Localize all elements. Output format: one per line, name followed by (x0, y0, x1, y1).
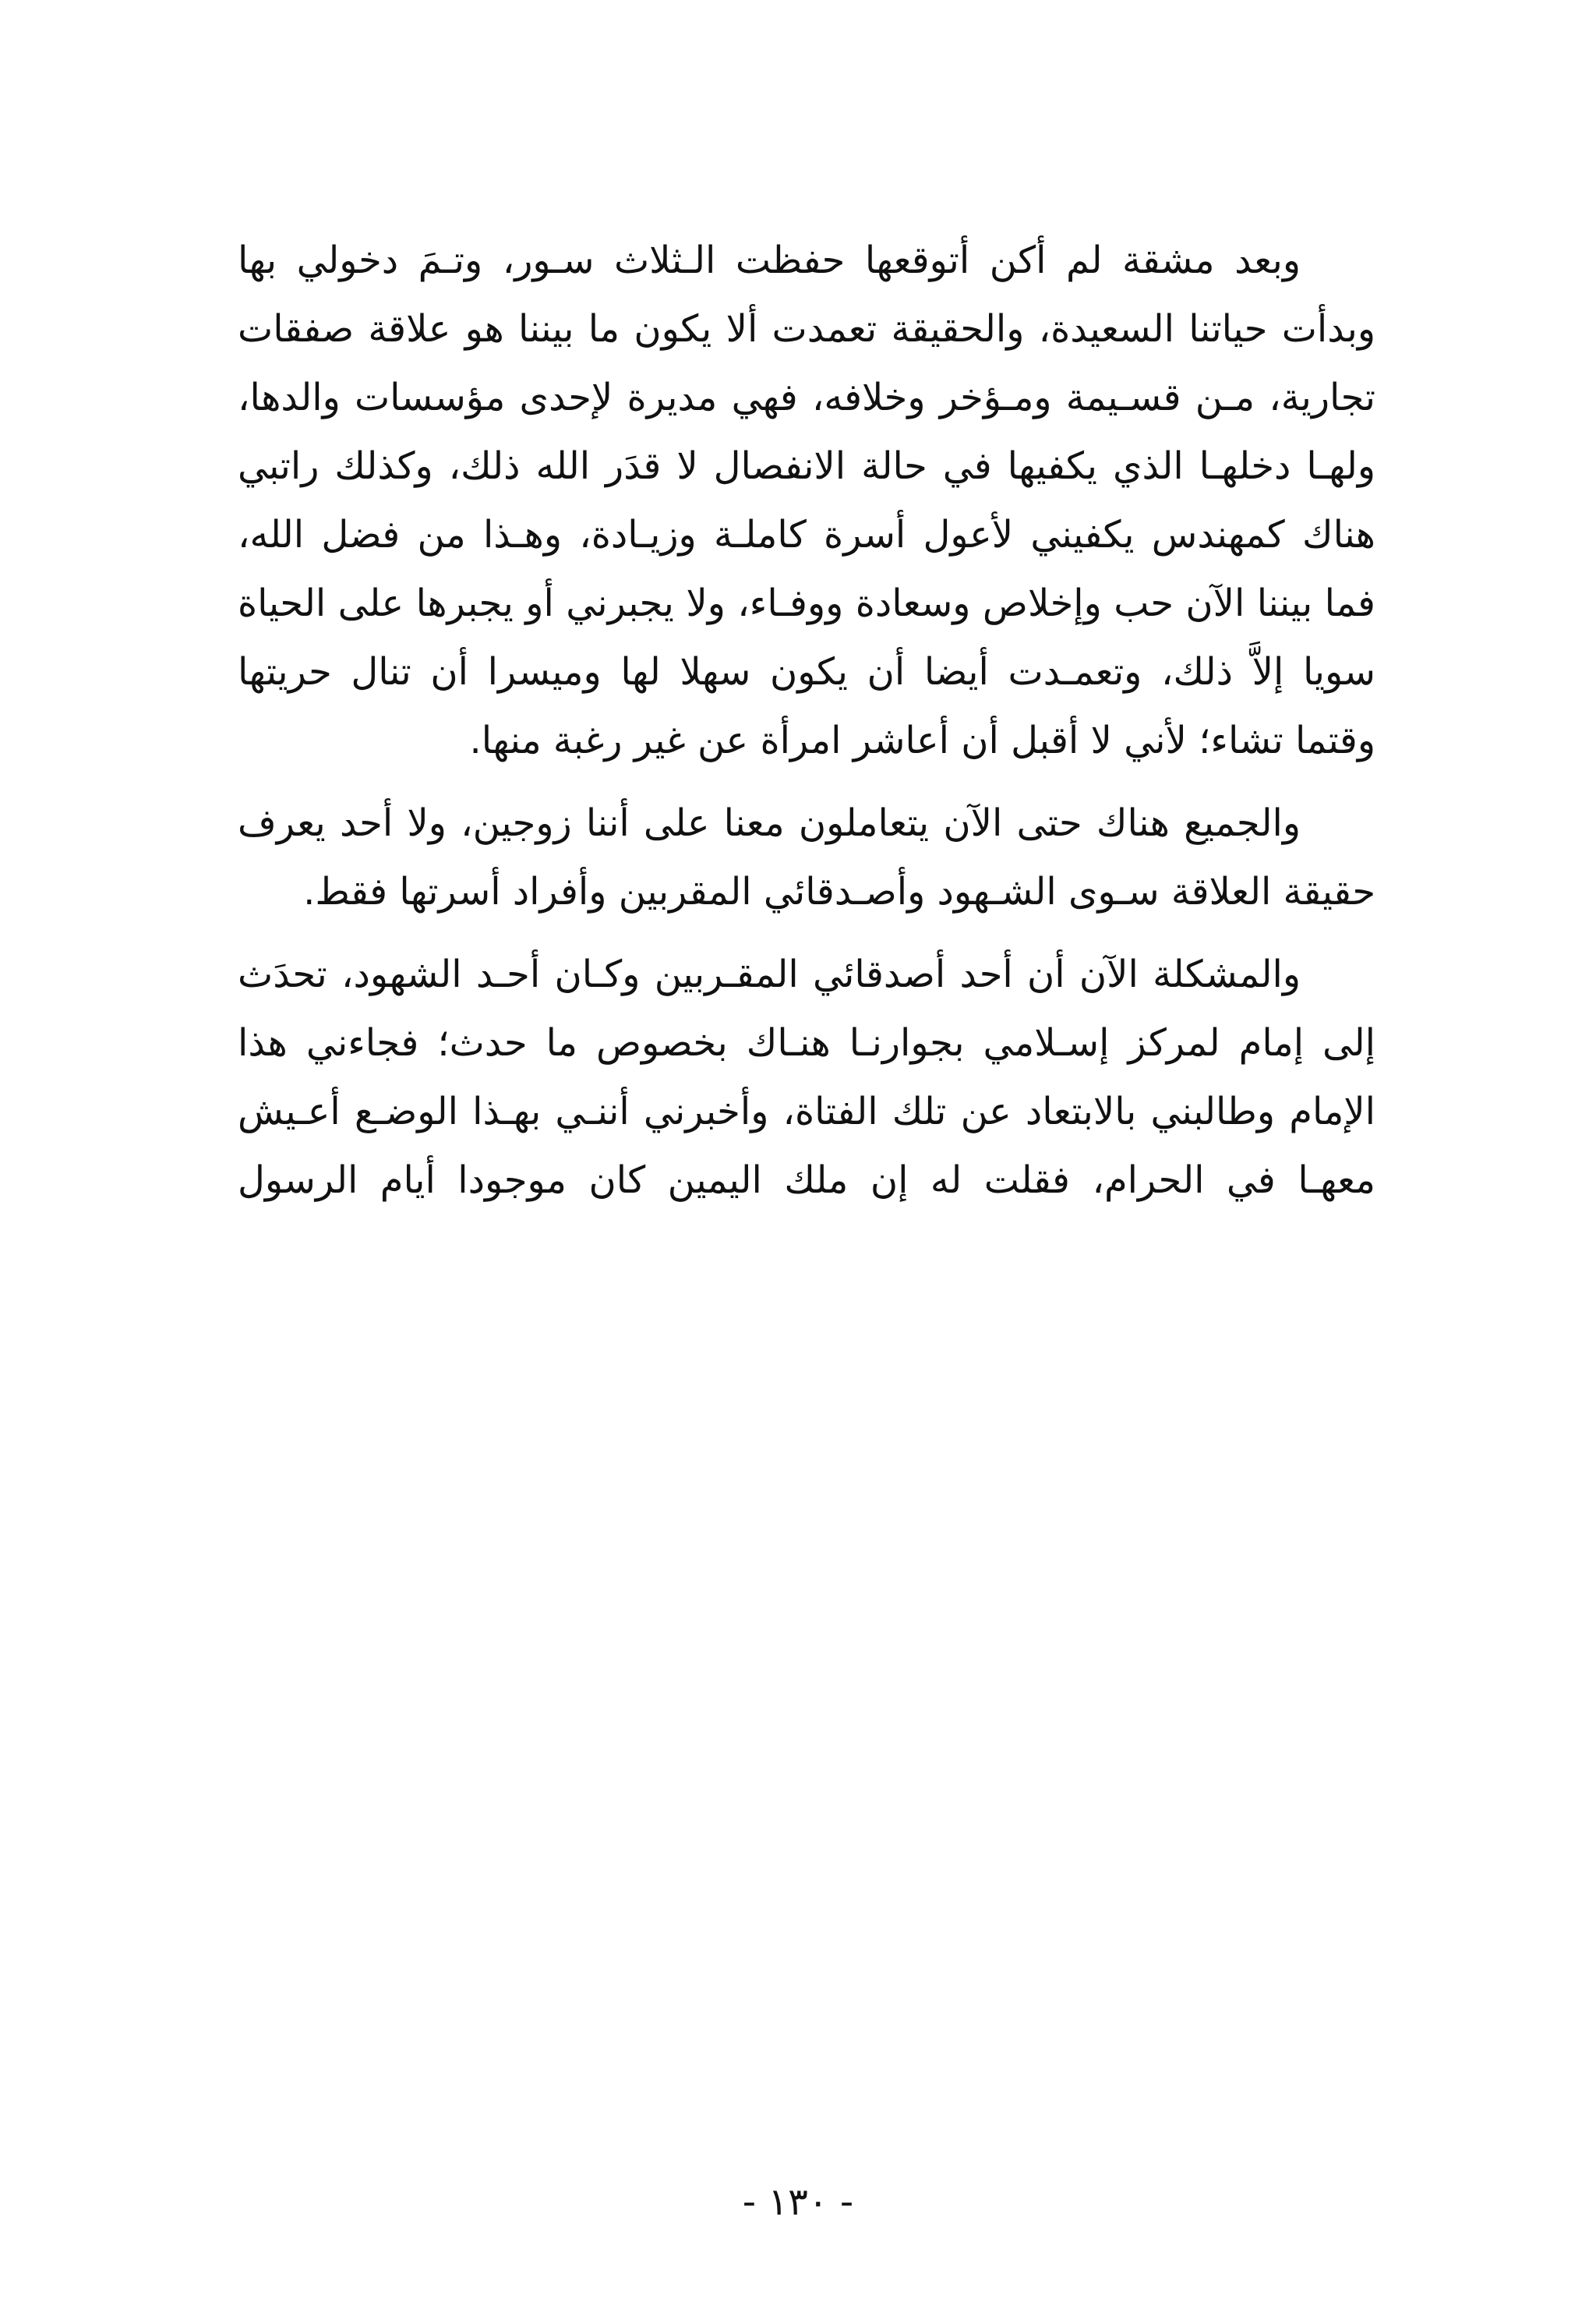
paragraph-1: وبعد مشقة لم أكن أتوقعها حفظت الـثلاث سـور، وتـمَ دخولي بها وبدأت حياتنا السعيدة، والحقيقة تعمدت ألا يكون ما بيننا هو علاقة صفقات تجارية، مـن قسـيمة ومـؤخر وخلافه، فهي مديرة لإحدى مؤسسات والدها، ولهـا دخلهـا الذي يكفيها في حالة الانفصال لا قدَر الله ذلك، وكذلك راتبي هناك كمهندس يكفيني لأعول أسرة كاملـة وزيـادة، وهـذا من فضل الله، فما بيننا الآن حب وإخلاص وسعادة ووفـاء، ولا يجبرني أو يجبرها على الحياة سويا إلاَّ ذلك، وتعمـدت أيضا أن يكون سهلا لها وميسرا أن تنال حريتها وقتما تشاء؛ لأني لا أقبل أن أعاشر امرأة عن غير رغبة منها. (238, 239, 1375, 762)
paragraph-3: والمشكلة الآن أن أحد أصدقائي المقـربين وكـان أحـد الشهود، تحدَث إلى إمام لمركز إسـلامي بجوارنـا هنـاك بخصوص ما حدث؛ فجاءني هذا الإمام وطالبني بالابتعاد عن تلك الفتاة، وأخبرني أننـي بهـذا الوضـع أعـيش معهـا في الحرام، فقلت له إن ملك اليمين كان موجودا أيام الرسول (238, 953, 1375, 1202)
page-number: - ١٣٠ - (742, 2180, 854, 2224)
paragraph-2: والجميع هناك حتى الآن يتعاملون معنا على أننا زوجين، ولا أحد يعرف حقيقة العلاقة سـوى الشـهود وأصـدقائي المقربين وأفراد أسرتها فقط. (238, 801, 1375, 914)
body-text (238, 226, 1375, 1229)
